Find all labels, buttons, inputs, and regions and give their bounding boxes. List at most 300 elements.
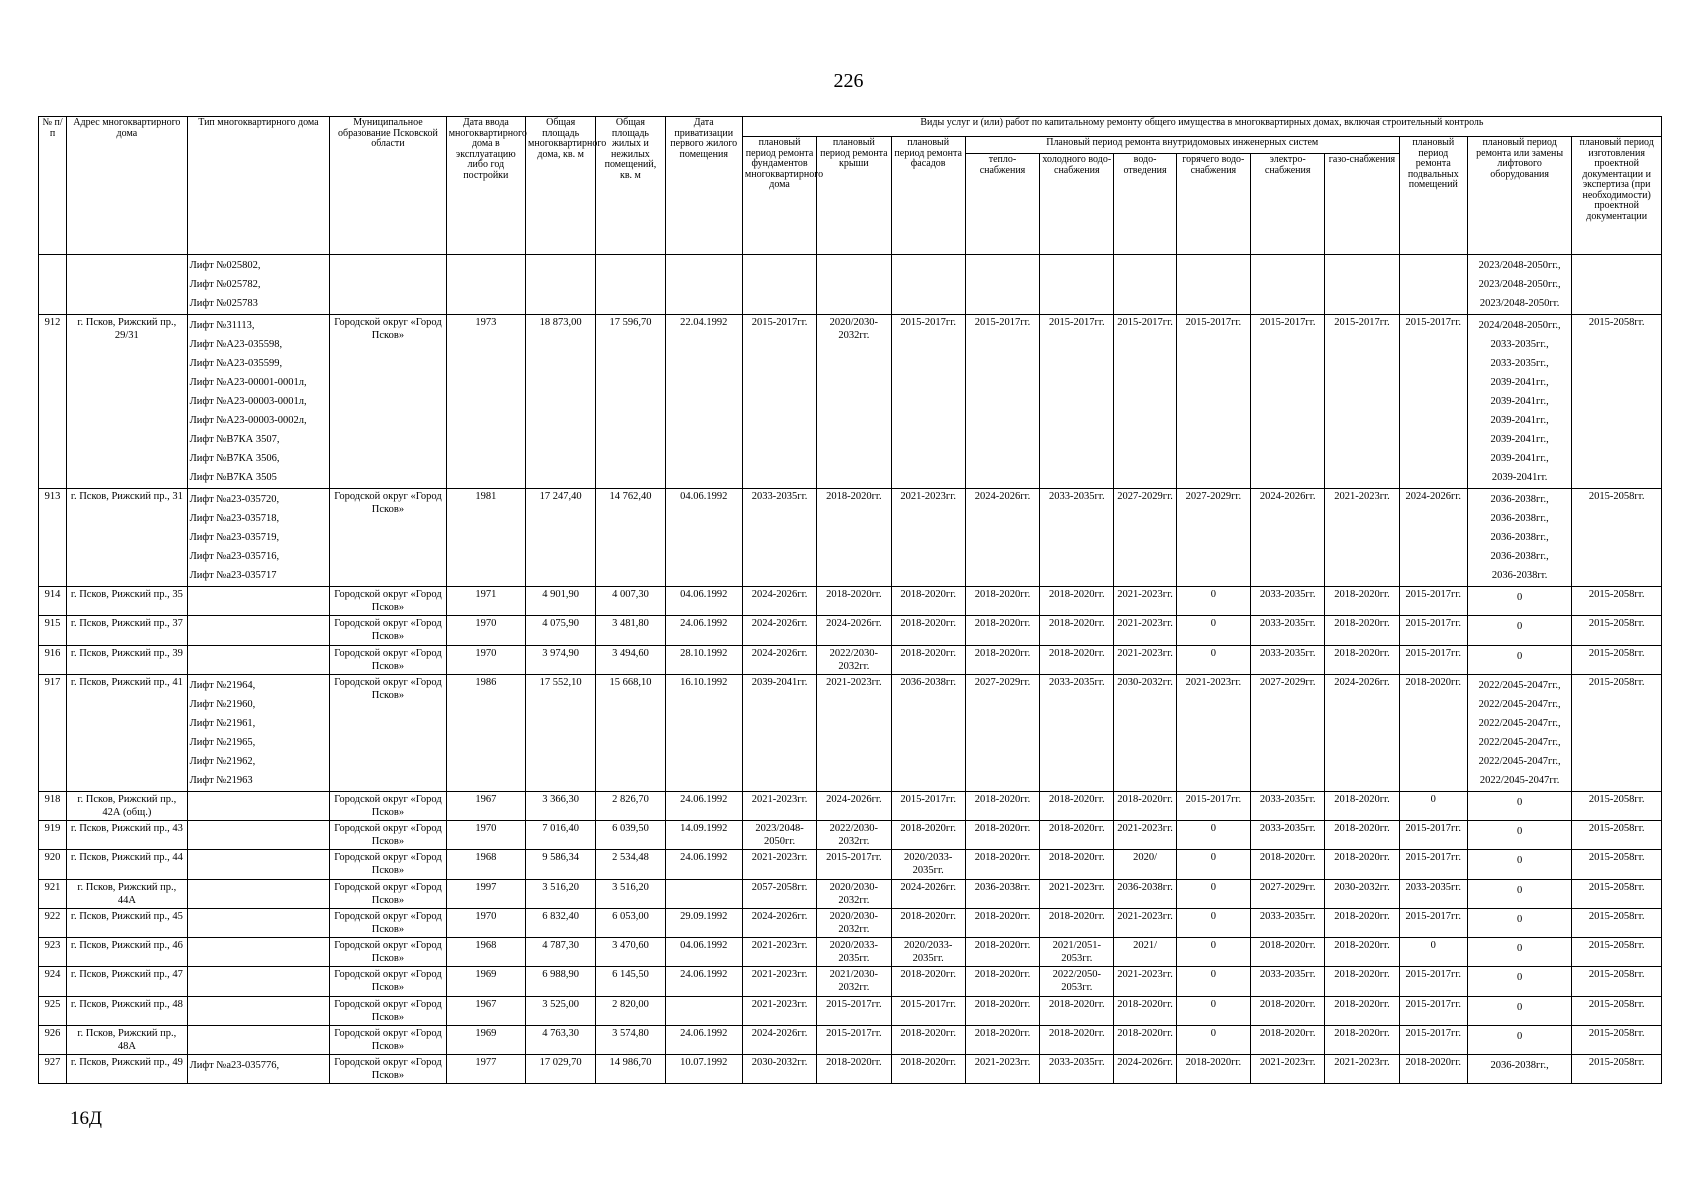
cell-address: г. Псков, Рижский пр., 44А (67, 879, 188, 908)
cell-basement: 2033-2035гг. (1399, 879, 1467, 908)
cell-year: 1970 (446, 821, 525, 850)
cell-gas: 2018-2020гг. (1325, 996, 1399, 1025)
cell-gas: 2030-2032гг. (1325, 879, 1399, 908)
cell-num: 921 (39, 879, 67, 908)
cell-elevator (1467, 879, 1571, 908)
lift-item: Лифт №31113, (189, 320, 255, 331)
cell-facade: 2015-2017гг. (891, 791, 965, 820)
cell-electric: 2018-2020гг. (1251, 996, 1325, 1025)
cell-privatization: 04.06.1992 (665, 489, 742, 587)
cell-address: г. Псков, Рижский пр., 44 (67, 850, 188, 879)
cell-gas: 2018-2020гг. (1325, 850, 1399, 879)
table-row (39, 850, 1662, 879)
cell-municipality: Городской округ «Город Псков» (330, 938, 446, 967)
cell-facade: 2018-2020гг. (891, 908, 965, 937)
cell-drainage: 2018-2020гг. (1114, 996, 1176, 1025)
cell-elevator (1467, 908, 1571, 937)
cell-roof: 2024-2026гг. (817, 616, 891, 645)
cell-drainage: 2018-2020гг. (1114, 1025, 1176, 1054)
cell-num: 918 (39, 791, 67, 820)
cell-living-area: 3 481,80 (596, 616, 665, 645)
cell-basement: 2015-2017гг. (1399, 908, 1467, 937)
cell-lifts (187, 255, 330, 315)
cell-num: 919 (39, 821, 67, 850)
cell-year: 1971 (446, 587, 525, 616)
elevator-period-item: 0 (1517, 884, 1523, 896)
cell-total-area: 3 366,30 (526, 791, 596, 820)
table-row (39, 908, 1662, 937)
cell-heat: 2015-2017гг. (965, 315, 1039, 489)
cell-electric: 2027-2029гг. (1251, 674, 1325, 791)
cell-total-area: 4 787,30 (526, 938, 596, 967)
cell-total-area: 4 901,90 (526, 587, 596, 616)
cell-heat: 2027-2029гг. (965, 674, 1039, 791)
cell-lifts (187, 315, 330, 489)
cell-privatization (665, 255, 742, 315)
elevator-period-item: 0 (1517, 1030, 1523, 1042)
cell-total-area: 17 247,40 (526, 489, 596, 587)
cell-cold-water: 2033-2035гг. (1040, 489, 1114, 587)
cell-elevator (1467, 996, 1571, 1025)
cell-drainage: 2021-2023гг. (1114, 616, 1176, 645)
lift-item: Лифт №21960, (189, 698, 256, 710)
cell-cold-water: 2018-2020гг. (1040, 1025, 1114, 1054)
cell-facade: 2015-2017гг. (891, 315, 965, 489)
cell-municipality: Городской округ «Город Псков» (330, 791, 446, 820)
cell-privatization (665, 879, 742, 908)
table-row (39, 489, 1662, 587)
cell-num: 915 (39, 616, 67, 645)
cell-electric: 2033-2035гг. (1251, 645, 1325, 674)
lift-item: Лифт №025802, (189, 260, 261, 271)
cell-lifts (187, 879, 330, 908)
cell-living-area: 2 820,00 (596, 996, 665, 1025)
elevator-period-item: 2039-2041гг., (1490, 415, 1549, 426)
elevator-period-item: 0 (1517, 972, 1523, 984)
cell-foundation: 2021-2023гг. (742, 996, 816, 1025)
cell-basement: 2015-2017гг. (1399, 850, 1467, 879)
cell-basement: 0 (1399, 938, 1467, 967)
cell-facade: 2018-2020гг. (891, 967, 965, 996)
lift-item: Лифт №В7КА 3506, (189, 453, 280, 464)
cell-hot-water: 0 (1176, 616, 1250, 645)
cell-living-area: 6 145,50 (596, 967, 665, 996)
cell-hot-water: 0 (1176, 996, 1250, 1025)
cell-drainage: 2020/ (1114, 850, 1176, 879)
cell-elevator (1467, 645, 1571, 674)
cell-address: г. Псков, Рижский пр., 29/31 (67, 315, 188, 489)
cell-cold-water: 2021-2023гг. (1040, 879, 1114, 908)
elevator-period-item: 2023/2048-2050гг., (1478, 260, 1561, 271)
cell-electric: 2015-2017гг. (1251, 315, 1325, 489)
cell-basement: 0 (1399, 791, 1467, 820)
cell-foundation: 2021-2023гг. (742, 938, 816, 967)
cell-facade: 2018-2020гг. (891, 1055, 965, 1084)
cell-lifts (187, 587, 330, 616)
cell-lifts (187, 967, 330, 996)
cell-basement: 2018-2020гг. (1399, 1055, 1467, 1084)
lift-item: Лифт №а23-035718, (189, 513, 280, 524)
cell-foundation: 2021-2023гг. (742, 791, 816, 820)
cell-cold-water: 2022/2050-2053гг. (1040, 967, 1114, 996)
lift-item: Лифт №а23-035717 (189, 570, 277, 581)
cell-facade: 2018-2020гг. (891, 616, 965, 645)
cell-elevator (1467, 616, 1571, 645)
elevator-period-item: 2022/2045-2047гг., (1478, 698, 1561, 710)
cell-cold-water: 2018-2020гг. (1040, 791, 1114, 820)
cell-basement: 2015-2017гг. (1399, 821, 1467, 850)
table-row (39, 616, 1662, 645)
cell-docs: 2015-2058гг. (1572, 645, 1662, 674)
cell-address: г. Псков, Рижский пр., 37 (67, 616, 188, 645)
cell-municipality: Городской округ «Город Псков» (330, 645, 446, 674)
cell-docs: 2015-2058гг. (1572, 908, 1662, 937)
cell-drainage: 2015-2017гг. (1114, 315, 1176, 489)
header-total-area: Общая площадь многоквартирного дома, кв. м (526, 117, 596, 255)
cell-foundation: 2039-2041гг. (742, 674, 816, 791)
cell-docs: 2015-2058гг. (1572, 489, 1662, 587)
cell-lifts (187, 674, 330, 791)
cell-living-area: 14 762,40 (596, 489, 665, 587)
cell-living-area: 3 494,60 (596, 645, 665, 674)
cell-drainage: 2024-2026гг. (1114, 1055, 1176, 1084)
cell-facade: 2018-2020гг. (891, 587, 965, 616)
cell-lifts (187, 996, 330, 1025)
cell-num: 927 (39, 1055, 67, 1084)
cell-year (446, 255, 525, 315)
cell-lifts (187, 616, 330, 645)
cell-privatization: 28.10.1992 (665, 645, 742, 674)
cell-total-area: 4 075,90 (526, 616, 596, 645)
cell-address: г. Псков, Рижский пр., 35 (67, 587, 188, 616)
cell-cold-water: 2018-2020гг. (1040, 908, 1114, 937)
header-living-area: Общая площадь жилых и нежилых помещений, кв. м (596, 117, 665, 255)
cell-address: г. Псков, Рижский пр., 39 (67, 645, 188, 674)
cell-elevator (1467, 489, 1571, 587)
cell-heat: 2018-2020гг. (965, 967, 1039, 996)
cell-hot-water: 0 (1176, 967, 1250, 996)
elevator-period-item: 0 (1517, 913, 1523, 925)
cell-year: 1970 (446, 645, 525, 674)
lift-item: Лифт №В7КА 3505 (189, 472, 277, 483)
cell-elevator (1467, 255, 1571, 315)
elevator-period-item: 0 (1517, 826, 1523, 837)
header-municipality: Муниципальное образование Псковской области (330, 117, 446, 255)
cell-drainage: 2030-2032гг. (1114, 674, 1176, 791)
cell-municipality: Городской округ «Город Псков» (330, 908, 446, 937)
cell-num: 917 (39, 674, 67, 791)
table-row (39, 645, 1662, 674)
cell-municipality: Городской округ «Город Псков» (330, 587, 446, 616)
cell-facade: 2018-2020гг. (891, 645, 965, 674)
cell-address: г. Псков, Рижский пр., 43 (67, 821, 188, 850)
table-row (39, 1055, 1662, 1084)
cell-address (67, 255, 188, 315)
cell-privatization: 24.06.1992 (665, 850, 742, 879)
cell-living-area: 15 668,10 (596, 674, 665, 791)
cell-facade: 2024-2026гг. (891, 879, 965, 908)
cell-hot-water: 2015-2017гг. (1176, 791, 1250, 820)
lift-item: Лифт №А23-00003-0001л, (189, 396, 307, 407)
cell-cold-water: 2033-2035гг. (1040, 674, 1114, 791)
lift-item: Лифт №А23-00003-0002л, (189, 415, 307, 426)
cell-total-area: 3 516,20 (526, 879, 596, 908)
cell-gas: 2018-2020гг. (1325, 616, 1399, 645)
lift-item: Лифт №21963 (189, 774, 253, 786)
table-row (39, 821, 1662, 850)
cell-gas: 2024-2026гг. (1325, 674, 1399, 791)
header-hot-water: горячего водо-снабжения (1176, 154, 1250, 255)
cell-foundation: 2024-2026гг. (742, 1025, 816, 1054)
cell-year: 1986 (446, 674, 525, 791)
cell-cold-water: 2018-2020гг. (1040, 821, 1114, 850)
cell-gas: 2018-2020гг. (1325, 938, 1399, 967)
header-engineering: Плановый период ремонта внутридомовых инженерных систем (965, 137, 1399, 154)
cell-total-area: 17 552,10 (526, 674, 596, 791)
cell-electric: 2033-2035гг. (1251, 821, 1325, 850)
cell-num: 912 (39, 315, 67, 489)
header-gas: газо-снабжения (1325, 154, 1399, 255)
cell-electric: 2018-2020гг. (1251, 938, 1325, 967)
lift-item: Лифт №025782, (189, 279, 261, 290)
cell-drainage: 2036-2038гг. (1114, 879, 1176, 908)
cell-foundation: 2024-2026гг. (742, 908, 816, 937)
elevator-period-item: 0 (1517, 621, 1523, 633)
elevator-period-item: 2033-2035гг., (1490, 339, 1549, 350)
cell-roof: 2018-2020гг. (817, 1055, 891, 1084)
cell-num: 916 (39, 645, 67, 674)
cell-privatization: 24.06.1992 (665, 791, 742, 820)
elevator-period-item: 2022/2045-2047гг., (1478, 736, 1561, 748)
cell-heat: 2018-2020гг. (965, 908, 1039, 937)
cell-privatization: 24.06.1992 (665, 967, 742, 996)
cell-docs: 2015-2058гг. (1572, 938, 1662, 967)
cell-total-area: 6 832,40 (526, 908, 596, 937)
cell-facade: 2020/2033-2035гг. (891, 850, 965, 879)
elevator-period-item: 2023/2048-2050гг., (1478, 279, 1561, 290)
cell-living-area: 17 596,70 (596, 315, 665, 489)
lift-item: Лифт №А23-035598, (189, 339, 283, 350)
elevator-period-item: 2033-2035гг., (1490, 358, 1549, 369)
cell-cold-water (1040, 255, 1114, 315)
cell-gas: 2018-2020гг. (1325, 908, 1399, 937)
lift-item: Лифт №21964, (189, 679, 256, 691)
cell-address: г. Псков, Рижский пр., 45 (67, 908, 188, 937)
table-row (39, 255, 1662, 315)
cell-facade (891, 255, 965, 315)
cell-lifts (187, 1025, 330, 1054)
cell-heat: 2024-2026гг. (965, 489, 1039, 587)
cell-elevator (1467, 850, 1571, 879)
header-electric: электро-снабжения (1251, 154, 1325, 255)
elevator-period-item: 0 (1517, 855, 1523, 867)
cell-heat: 2018-2020гг. (965, 850, 1039, 879)
cell-docs: 2015-2058гг. (1572, 821, 1662, 850)
cell-drainage: 2021-2023гг. (1114, 908, 1176, 937)
cell-municipality: Городской округ «Город Псков» (330, 879, 446, 908)
cell-facade: 2018-2020гг. (891, 1025, 965, 1054)
cell-heat: 2018-2020гг. (965, 938, 1039, 967)
cell-roof: 2021-2023гг. (817, 674, 891, 791)
header-type: Тип многоквартирного дома (187, 117, 330, 255)
cell-total-area (526, 255, 596, 315)
cell-gas: 2018-2020гг. (1325, 967, 1399, 996)
header-heat: тепло-снабжения (965, 154, 1039, 255)
cell-total-area: 7 016,40 (526, 821, 596, 850)
cell-heat: 2018-2020гг. (965, 996, 1039, 1025)
cell-lifts (187, 1055, 330, 1084)
cell-living-area: 3 574,80 (596, 1025, 665, 1054)
cell-municipality (330, 255, 446, 315)
cell-facade: 2020/2033-2035гг. (891, 938, 965, 967)
cell-year: 1968 (446, 850, 525, 879)
cell-electric: 2033-2035гг. (1251, 908, 1325, 937)
cell-facade: 2036-2038гг. (891, 674, 965, 791)
cell-electric: 2033-2035гг. (1251, 791, 1325, 820)
cell-lifts (187, 645, 330, 674)
cell-docs: 2015-2058гг. (1572, 1025, 1662, 1054)
cell-roof: 2018-2020гг. (817, 489, 891, 587)
cell-electric: 2018-2020гг. (1251, 850, 1325, 879)
cell-basement: 2015-2017гг. (1399, 315, 1467, 489)
header-roof: плановый период ремонта крыши (817, 137, 891, 255)
cell-municipality: Городской округ «Город Псков» (330, 489, 446, 587)
cell-privatization: 14.09.1992 (665, 821, 742, 850)
cell-roof (817, 255, 891, 315)
cell-total-area: 3 974,90 (526, 645, 596, 674)
cell-docs: 2015-2058гг. (1572, 315, 1662, 489)
cell-docs: 2015-2058гг. (1572, 791, 1662, 820)
cell-lifts (187, 791, 330, 820)
cell-electric: 2024-2026гг. (1251, 489, 1325, 587)
cell-lifts (187, 938, 330, 967)
cell-hot-water (1176, 255, 1250, 315)
cell-municipality: Городской округ «Город Псков» (330, 850, 446, 879)
cell-year: 1997 (446, 879, 525, 908)
cell-heat: 2018-2020гг. (965, 791, 1039, 820)
elevator-period-item: 2036-2038гг., (1490, 551, 1549, 562)
cell-electric: 2027-2029гг. (1251, 879, 1325, 908)
cell-cold-water: 2018-2020гг. (1040, 587, 1114, 616)
cell-elevator (1467, 674, 1571, 791)
cell-lifts (187, 908, 330, 937)
cell-electric: 2033-2035гг. (1251, 967, 1325, 996)
cell-num: 926 (39, 1025, 67, 1054)
lift-item: Лифт №а23-035776, (189, 1060, 280, 1071)
elevator-period-item: 2022/2045-2047гг., (1478, 717, 1561, 729)
cell-foundation: 2024-2026гг. (742, 645, 816, 674)
cell-drainage: 2021-2023гг. (1114, 821, 1176, 850)
cell-privatization: 10.07.1992 (665, 1055, 742, 1084)
cell-total-area: 17 029,70 (526, 1055, 596, 1084)
header-cold-water: холодного водо-снабжения (1040, 154, 1114, 255)
cell-living-area (596, 255, 665, 315)
cell-living-area: 2 534,48 (596, 850, 665, 879)
cell-hot-water: 2015-2017гг. (1176, 315, 1250, 489)
cell-address: г. Псков, Рижский пр., 47 (67, 967, 188, 996)
elevator-period-item: 2036-2038гг., (1490, 532, 1549, 543)
cell-cold-water: 2018-2020гг. (1040, 616, 1114, 645)
cell-address: г. Псков, Рижский пр., 31 (67, 489, 188, 587)
lift-item: Лифт №а23-035716, (189, 551, 280, 562)
cell-municipality: Городской округ «Город Псков» (330, 674, 446, 791)
cell-year: 1970 (446, 616, 525, 645)
cell-hot-water: 2027-2029гг. (1176, 489, 1250, 587)
cell-drainage: 2021-2023гг. (1114, 645, 1176, 674)
cell-address: г. Псков, Рижский пр., 48А (67, 1025, 188, 1054)
cell-drainage (1114, 255, 1176, 315)
cell-heat: 2018-2020гг. (965, 616, 1039, 645)
cell-num: 913 (39, 489, 67, 587)
cell-drainage: 2018-2020гг. (1114, 791, 1176, 820)
cell-gas: 2018-2020гг. (1325, 1025, 1399, 1054)
cell-privatization: 29.09.1992 (665, 908, 742, 937)
elevator-period-item: 0 (1517, 943, 1523, 954)
cell-address: г. Псков, Рижский пр., 48 (67, 996, 188, 1025)
cell-foundation: 2015-2017гг. (742, 315, 816, 489)
elevator-period-item: 2039-2041гг., (1490, 396, 1549, 407)
cell-elevator (1467, 791, 1571, 820)
header-services: Виды услуг и (или) работ по капитальному ремонту общего имущества в многоквартирных домах, включая строительный контроль (742, 117, 1661, 137)
cell-living-area: 14 986,70 (596, 1055, 665, 1084)
cell-privatization (665, 996, 742, 1025)
cell-facade: 2018-2020гг. (891, 821, 965, 850)
cell-hot-water: 0 (1176, 587, 1250, 616)
cell-lifts (187, 489, 330, 587)
cell-roof: 2022/2030-2032гг. (817, 821, 891, 850)
cell-basement: 2024-2026гг. (1399, 489, 1467, 587)
cell-facade: 2021-2023гг. (891, 489, 965, 587)
cell-address: г. Псков, Рижский пр., 46 (67, 938, 188, 967)
cell-roof: 2015-2017гг. (817, 1025, 891, 1054)
elevator-period-item: 2039-2041гг., (1490, 434, 1549, 445)
cell-roof: 2021/2030-2032гг. (817, 967, 891, 996)
cell-municipality: Городской округ «Город Псков» (330, 1055, 446, 1084)
cell-address: г. Псков, Рижский пр., 49 (67, 1055, 188, 1084)
cell-drainage: 2021-2023гг. (1114, 967, 1176, 996)
cell-basement: 2015-2017гг. (1399, 1025, 1467, 1054)
cell-foundation: 2021-2023гг. (742, 967, 816, 996)
cell-docs: 2015-2058гг. (1572, 587, 1662, 616)
header-num: № п/п (39, 117, 67, 255)
elevator-period-item: 2022/2045-2047гг., (1478, 679, 1561, 691)
cell-elevator (1467, 315, 1571, 489)
cell-num: 920 (39, 850, 67, 879)
cell-basement: 2015-2017гг. (1399, 645, 1467, 674)
elevator-period-item: 2022/2045-2047гг. (1479, 774, 1560, 786)
cell-gas: 2018-2020гг. (1325, 791, 1399, 820)
cell-drainage: 2021-2023гг. (1114, 587, 1176, 616)
cell-docs: 2015-2058гг. (1572, 850, 1662, 879)
cell-gas: 2021-2023гг. (1325, 1055, 1399, 1084)
cell-year: 1967 (446, 996, 525, 1025)
cell-gas: 2018-2020гг. (1325, 645, 1399, 674)
table-row (39, 938, 1662, 967)
cell-roof: 2015-2017гг. (817, 850, 891, 879)
cell-cold-water: 2018-2020гг. (1040, 996, 1114, 1025)
cell-hot-water: 0 (1176, 938, 1250, 967)
cell-living-area: 3 516,20 (596, 879, 665, 908)
cell-drainage: 2027-2029гг. (1114, 489, 1176, 587)
cell-total-area: 4 763,30 (526, 1025, 596, 1054)
lift-item: Лифт №21961, (189, 717, 256, 729)
cell-cold-water: 2015-2017гг. (1040, 315, 1114, 489)
cell-cold-water: 2018-2020гг. (1040, 645, 1114, 674)
cell-living-area: 6 039,50 (596, 821, 665, 850)
capital-repair-table (38, 116, 1662, 1084)
elevator-period-item: 0 (1517, 796, 1523, 808)
header-address: Адрес многоквартирного дома (67, 117, 188, 255)
